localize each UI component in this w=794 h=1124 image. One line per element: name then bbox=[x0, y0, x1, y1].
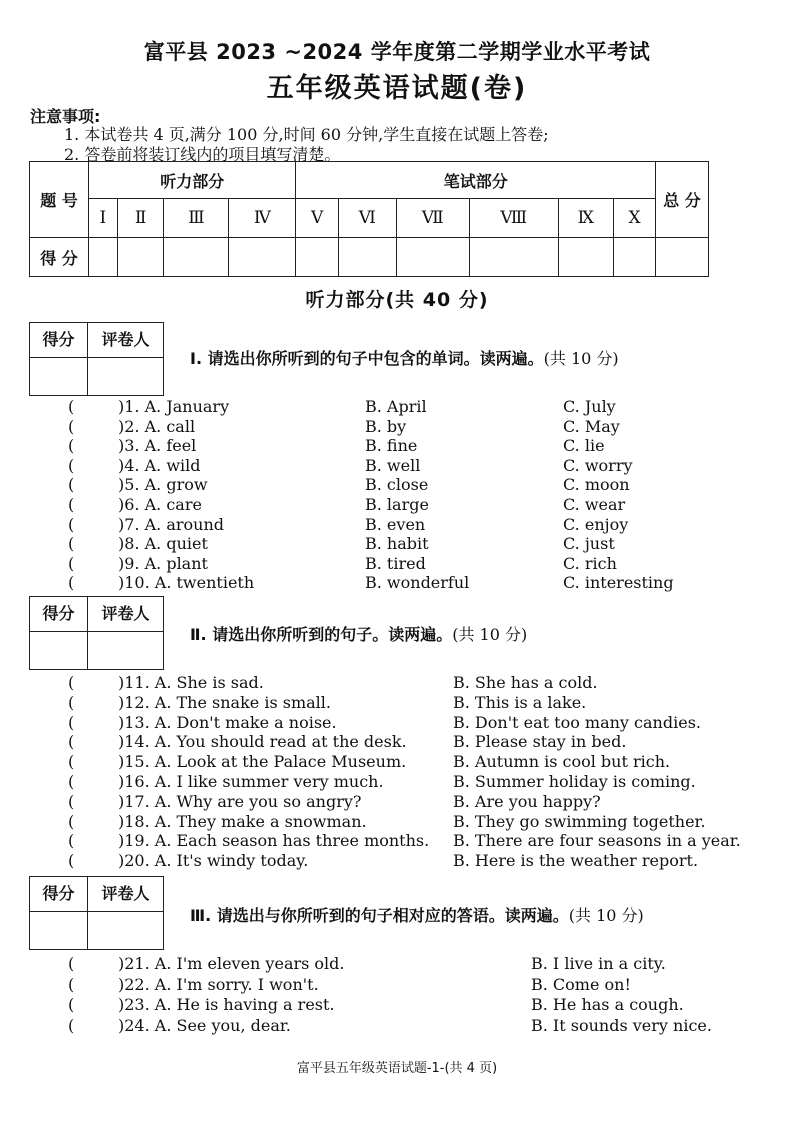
option-b: B. April bbox=[365, 397, 427, 416]
answer-blank[interactable]: ( bbox=[68, 772, 75, 791]
option-a: )2. A. call bbox=[118, 416, 196, 436]
numeral-9: Ⅸ bbox=[558, 199, 614, 238]
part3-title bbox=[190, 903, 644, 926]
numeral-4: Ⅳ bbox=[229, 199, 296, 238]
option-a: )11. A. She is sad. bbox=[118, 673, 264, 692]
grader-score-label: 得分 bbox=[30, 877, 88, 912]
answer-blank[interactable]: ( bbox=[68, 732, 75, 752]
answer-blank[interactable]: ( bbox=[68, 995, 75, 1014]
written-header: 笔试部分 bbox=[296, 162, 656, 199]
grader-score-blank bbox=[30, 912, 88, 949]
part3-points: (共 10 分) bbox=[568, 906, 644, 925]
option-c: C. July bbox=[563, 397, 616, 416]
option-b: B. Come on! bbox=[531, 974, 631, 994]
answer-blank[interactable]: ( bbox=[68, 553, 75, 573]
grader-reviewer-label: 评卷人 bbox=[88, 323, 163, 358]
option-c: C. wear bbox=[563, 495, 626, 514]
answer-blank[interactable]: ( bbox=[68, 534, 75, 554]
note-item-1: 1. 本试卷共 4 页,满分 100 分,时间 60 分钟,学生直接在试题上答卷; bbox=[64, 125, 549, 144]
option-a: )12. A. The snake is small. bbox=[118, 692, 331, 712]
option-a: )19. A. Each season has three months. bbox=[118, 831, 430, 851]
answer-blank[interactable]: ( bbox=[68, 831, 75, 851]
listening-header: 听力部分 bbox=[89, 162, 296, 199]
option-c: C. lie bbox=[563, 436, 605, 456]
total-header: 总 分 bbox=[656, 162, 709, 238]
grader-reviewer-blank bbox=[88, 912, 163, 949]
score-cell bbox=[614, 238, 656, 277]
answer-blank[interactable]: ( bbox=[68, 495, 75, 514]
grader-box-part3 bbox=[29, 876, 164, 950]
option-b: B. wonderful bbox=[365, 573, 470, 593]
option-a: )7. A. around bbox=[118, 514, 224, 534]
answer-blank[interactable]: ( bbox=[68, 791, 75, 811]
option-b: B. well bbox=[365, 455, 421, 475]
answer-blank[interactable]: ( bbox=[68, 692, 75, 712]
row-label-score: 得 分 bbox=[30, 238, 89, 277]
part2-title bbox=[190, 622, 527, 645]
grader-reviewer-blank bbox=[88, 632, 163, 669]
option-b: B. by bbox=[365, 416, 407, 436]
option-a: )16. A. I like summer very much. bbox=[118, 772, 384, 791]
option-b: B. large bbox=[365, 495, 429, 514]
grader-reviewer-blank bbox=[88, 358, 163, 395]
score-cell bbox=[469, 238, 558, 277]
option-a: )3. A. feel bbox=[118, 436, 197, 456]
numeral-6: Ⅵ bbox=[338, 199, 396, 238]
option-b: B. close bbox=[365, 475, 429, 495]
part3-instruction: Ⅲ. 请选出与你所听到的句子相对应的答语。读两遍。 bbox=[190, 906, 569, 925]
notes-title: 注意事项: bbox=[30, 107, 101, 126]
answer-blank[interactable]: ( bbox=[68, 436, 75, 456]
option-b: B. Here is the weather report. bbox=[453, 851, 699, 871]
option-b: B. even bbox=[365, 514, 426, 534]
grader-box-part1 bbox=[29, 322, 164, 396]
answer-blank[interactable]: ( bbox=[68, 397, 75, 416]
page-footer: 富平县五年级英语试题-1-(共 4 页) bbox=[296, 1061, 498, 1076]
option-b: B. fine bbox=[365, 436, 418, 456]
option-a: )22. A. I'm sorry. I won't. bbox=[118, 974, 319, 994]
part2-instruction: Ⅱ. 请选出你所听到的句子。读两遍。 bbox=[190, 625, 453, 644]
grader-score-label: 得分 bbox=[30, 597, 88, 632]
score-cell bbox=[164, 238, 229, 277]
grader-score-blank bbox=[30, 632, 88, 669]
answer-blank[interactable]: ( bbox=[68, 573, 75, 593]
option-b: B. Summer holiday is coming. bbox=[453, 772, 696, 791]
option-a: )10. A. twentieth bbox=[118, 573, 255, 593]
score-cell bbox=[558, 238, 614, 277]
answer-blank[interactable]: ( bbox=[68, 752, 75, 772]
answer-blank[interactable]: ( bbox=[68, 974, 75, 994]
part1-instruction: Ⅰ. 请选出你所听到的句子中包含的单词。读两遍。 bbox=[190, 349, 544, 368]
numeral-2: Ⅱ bbox=[117, 199, 164, 238]
numeral-8: Ⅷ bbox=[469, 199, 558, 238]
score-cell bbox=[117, 238, 164, 277]
numeral-3: Ⅲ bbox=[164, 199, 229, 238]
answer-blank[interactable]: ( bbox=[68, 954, 75, 973]
option-c: C. rich bbox=[563, 553, 617, 573]
option-a: )21. A. I'm eleven years old. bbox=[118, 954, 345, 973]
option-b: B. Don't eat too many candies. bbox=[453, 712, 701, 732]
option-b: B. I live in a city. bbox=[531, 954, 666, 973]
part1-title bbox=[190, 346, 619, 369]
option-c: C. worry bbox=[563, 455, 633, 475]
option-c: C. May bbox=[563, 416, 620, 436]
numeral-1: I bbox=[89, 199, 118, 238]
answer-blank[interactable]: ( bbox=[68, 1015, 75, 1035]
option-a: )23. A. He is having a rest. bbox=[118, 995, 335, 1014]
option-a: )24. A. See you, dear. bbox=[118, 1015, 291, 1035]
answer-blank[interactable]: ( bbox=[68, 851, 75, 871]
option-a: )6. A. care bbox=[118, 495, 202, 514]
option-b: B. Are you happy? bbox=[453, 791, 601, 811]
option-a: )20. A. It's windy today. bbox=[118, 851, 309, 871]
option-c: C. enjoy bbox=[563, 514, 629, 534]
answer-blank[interactable]: ( bbox=[68, 811, 75, 831]
grader-score-blank bbox=[30, 358, 88, 395]
score-cell bbox=[396, 238, 469, 277]
grader-reviewer-label: 评卷人 bbox=[88, 597, 163, 632]
option-a: )17. A. Why are you so angry? bbox=[118, 791, 362, 811]
option-b: B. There are four seasons in a year. bbox=[453, 831, 741, 851]
row-label-question-number: 题 号 bbox=[30, 162, 89, 238]
option-b: B. tired bbox=[365, 553, 426, 573]
option-a: )9. A. plant bbox=[118, 553, 208, 573]
score-cell bbox=[89, 238, 118, 277]
option-c: C. interesting bbox=[563, 573, 674, 593]
score-table bbox=[29, 161, 709, 277]
option-b: B. Please stay in bed. bbox=[453, 732, 627, 752]
option-a: )13. A. Don't make a noise. bbox=[118, 712, 337, 732]
option-a: )1. A. January bbox=[118, 397, 230, 416]
option-a: )15. A. Look at the Palace Museum. bbox=[118, 752, 407, 772]
option-a: )14. A. You should read at the desk. bbox=[118, 732, 407, 752]
answer-blank[interactable]: ( bbox=[68, 475, 75, 495]
numeral-5: Ⅴ bbox=[296, 199, 338, 238]
grader-reviewer-label: 评卷人 bbox=[88, 877, 163, 912]
option-a: )18. A. They make a snowman. bbox=[118, 811, 367, 831]
answer-blank[interactable]: ( bbox=[68, 673, 75, 692]
option-c: C. just bbox=[563, 534, 615, 554]
total-score-cell bbox=[656, 238, 709, 277]
score-cell bbox=[296, 238, 338, 277]
part1-points: (共 10 分) bbox=[543, 349, 619, 368]
option-b: B. They go swimming together. bbox=[453, 811, 706, 831]
grader-score-label: 得分 bbox=[30, 323, 88, 358]
answer-blank[interactable]: ( bbox=[68, 712, 75, 732]
part2-points: (共 10 分) bbox=[452, 625, 528, 644]
exam-title-line2: 五年级英语试题(卷) bbox=[266, 73, 528, 104]
numeral-7: Ⅶ bbox=[396, 199, 469, 238]
answer-blank[interactable]: ( bbox=[68, 416, 75, 436]
option-a: )8. A. quiet bbox=[118, 534, 208, 554]
answer-blank[interactable]: ( bbox=[68, 455, 75, 475]
option-b: B. He has a cough. bbox=[531, 995, 684, 1014]
exam-title-line1: 富平县 2023 ~2024 学年度第二学期学业水平考试 bbox=[143, 40, 651, 64]
option-b: B. habit bbox=[365, 534, 429, 554]
option-b: B. It sounds very nice. bbox=[531, 1015, 712, 1035]
numeral-10: Ⅹ bbox=[614, 199, 656, 238]
option-a: )5. A. grow bbox=[118, 475, 208, 495]
option-b: B. She has a cold. bbox=[453, 673, 598, 692]
option-b: B. Autumn is cool but rich. bbox=[453, 752, 671, 772]
listening-section-title: 听力部分(共 40 分) bbox=[305, 289, 489, 311]
note-item-2: 2. 答卷前将装订线内的项目填写清楚。 bbox=[64, 145, 341, 164]
grader-box-part2 bbox=[29, 596, 164, 670]
score-cell bbox=[338, 238, 396, 277]
option-c: C. moon bbox=[563, 475, 630, 495]
answer-blank[interactable]: ( bbox=[68, 514, 75, 534]
option-b: B. This is a lake. bbox=[453, 692, 587, 712]
option-a: )4. A. wild bbox=[118, 455, 201, 475]
score-cell bbox=[229, 238, 296, 277]
